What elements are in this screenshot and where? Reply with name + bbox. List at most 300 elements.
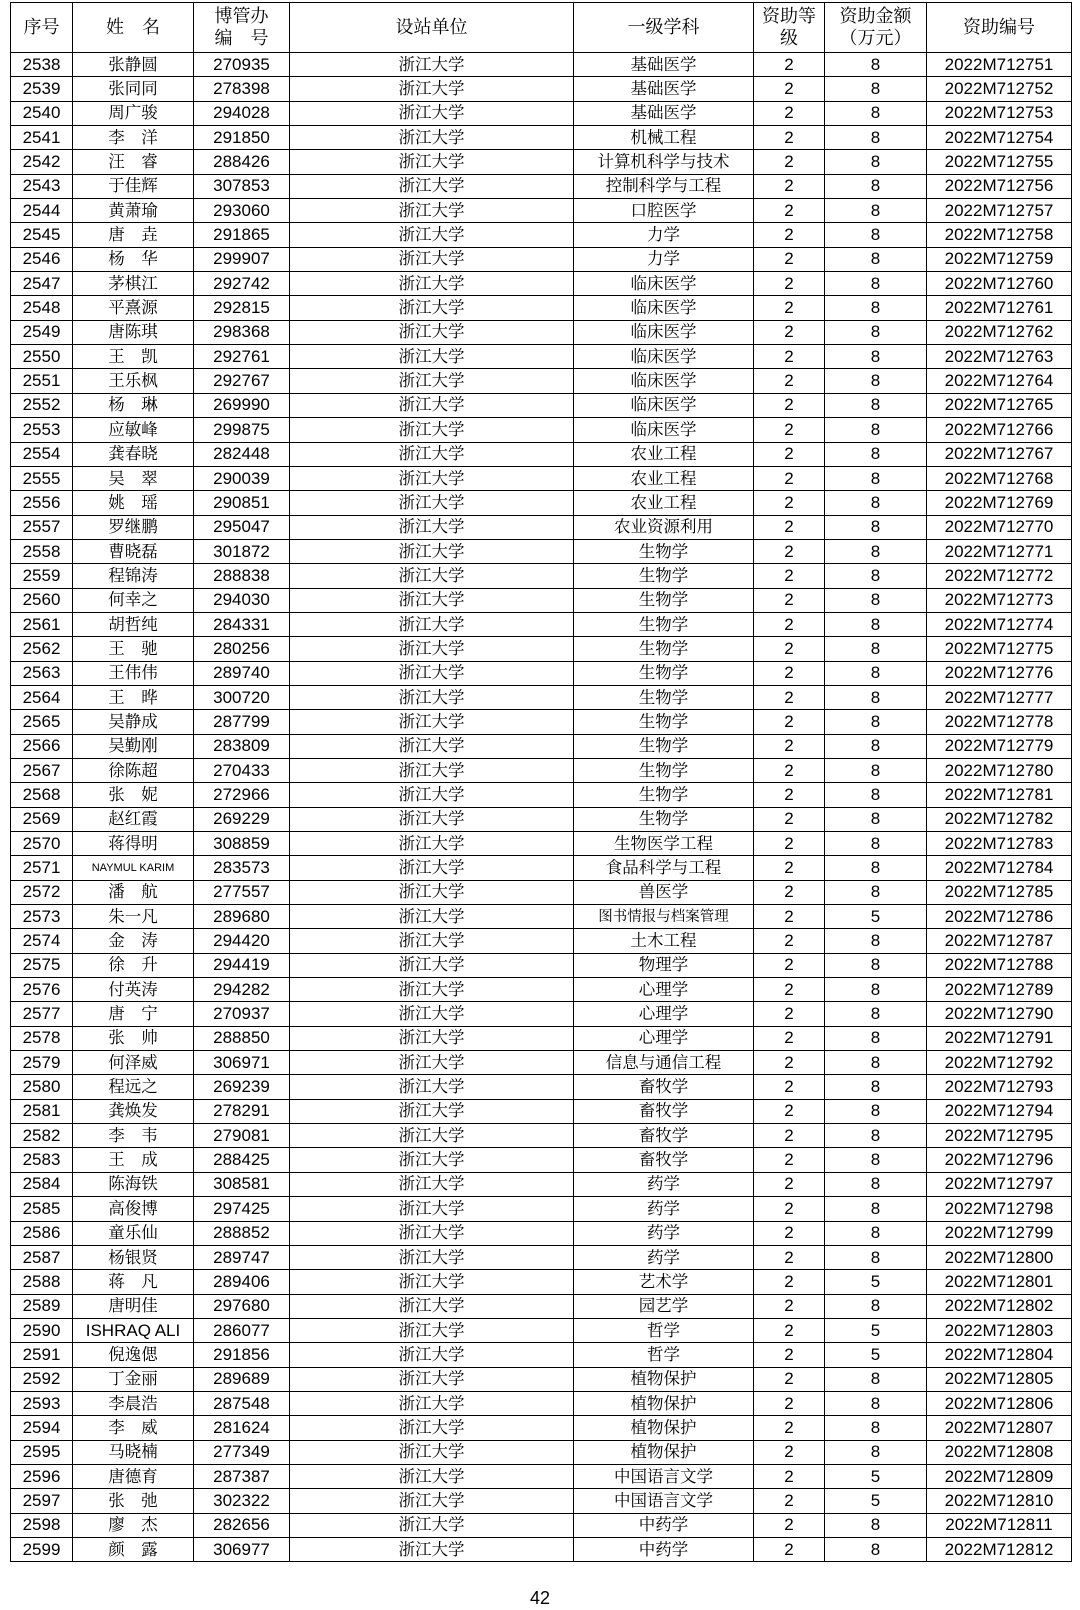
cell-discipline: 生物学	[574, 807, 754, 831]
cell-seq: 2575	[11, 953, 73, 977]
table-row	[11, 369, 1072, 393]
cell-seq: 2556	[11, 491, 73, 515]
cell-code: 2022M712800	[927, 1245, 1072, 1269]
cell-bgb-number: 292742	[194, 272, 290, 296]
cell-unit: 浙江大学	[290, 685, 574, 709]
cell-amount: 8	[825, 515, 927, 539]
cell-bgb-number: 292767	[194, 369, 290, 393]
cell-name: 姚 瑶	[73, 491, 194, 515]
cell-amount: 8	[825, 345, 927, 369]
cell-amount: 8	[825, 1051, 927, 1075]
cell-discipline: 植物保护	[574, 1416, 754, 1440]
cell-code: 2022M712794	[927, 1099, 1072, 1123]
table-row	[11, 272, 1072, 296]
cell-unit: 浙江大学	[290, 491, 574, 515]
table-row	[11, 1099, 1072, 1123]
table-row	[11, 832, 1072, 856]
cell-name: 应敏峰	[73, 418, 194, 442]
cell-amount: 8	[825, 199, 927, 223]
cell-bgb-number: 289747	[194, 1245, 290, 1269]
cell-unit: 浙江大学	[290, 1172, 574, 1196]
cell-unit: 浙江大学	[290, 320, 574, 344]
cell-code: 2022M712807	[927, 1416, 1072, 1440]
cell-name: 吴静成	[73, 710, 194, 734]
cell-unit: 浙江大学	[290, 588, 574, 612]
cell-level: 2	[754, 905, 825, 929]
cell-seq: 2572	[11, 880, 73, 904]
cell-bgb-number: 299875	[194, 418, 290, 442]
cell-unit: 浙江大学	[290, 466, 574, 490]
cell-discipline: 生物学	[574, 758, 754, 782]
header-amount-line1: 资助金额	[839, 5, 912, 27]
cell-discipline: 控制科学与工程	[574, 174, 754, 198]
cell-bgb-number: 287548	[194, 1391, 290, 1415]
header-amount	[825, 3, 927, 53]
table-row	[11, 1148, 1072, 1172]
cell-level: 2	[754, 856, 825, 880]
cell-amount: 8	[825, 442, 927, 466]
cell-unit: 浙江大学	[290, 783, 574, 807]
cell-level: 2	[754, 1513, 825, 1537]
cell-bgb-number: 287799	[194, 710, 290, 734]
cell-bgb-number: 283809	[194, 734, 290, 758]
cell-unit: 浙江大学	[290, 1270, 574, 1294]
cell-level: 2	[754, 491, 825, 515]
cell-level: 2	[754, 1099, 825, 1123]
cell-seq: 2591	[11, 1343, 73, 1367]
table-row	[11, 953, 1072, 977]
cell-level: 2	[754, 1245, 825, 1269]
table-row	[11, 564, 1072, 588]
cell-code: 2022M712760	[927, 272, 1072, 296]
cell-bgb-number: 289406	[194, 1270, 290, 1294]
table-row	[11, 1075, 1072, 1099]
cell-code: 2022M712788	[927, 953, 1072, 977]
table-row	[11, 929, 1072, 953]
cell-unit: 浙江大学	[290, 564, 574, 588]
cell-code: 2022M712775	[927, 637, 1072, 661]
cell-amount: 8	[825, 1513, 927, 1537]
cell-name: 黄萧瑜	[73, 199, 194, 223]
cell-discipline: 基础医学	[574, 101, 754, 125]
cell-name: 潘 航	[73, 880, 194, 904]
cell-level: 2	[754, 1343, 825, 1367]
document-page	[10, 2, 1072, 1562]
cell-amount: 8	[825, 539, 927, 563]
cell-level: 2	[754, 685, 825, 709]
cell-unit: 浙江大学	[290, 1221, 574, 1245]
table-row	[11, 296, 1072, 320]
cell-level: 2	[754, 1002, 825, 1026]
table-row	[11, 1197, 1072, 1221]
cell-amount: 8	[825, 807, 927, 831]
cell-seq: 2592	[11, 1367, 73, 1391]
cell-seq: 2573	[11, 905, 73, 929]
cell-level: 2	[754, 150, 825, 174]
cell-amount: 8	[825, 758, 927, 782]
cell-unit: 浙江大学	[290, 1416, 574, 1440]
table-row	[11, 1051, 1072, 1075]
cell-level: 2	[754, 588, 825, 612]
cell-seq: 2553	[11, 418, 73, 442]
cell-name: 王 成	[73, 1148, 194, 1172]
cell-discipline: 生物学	[574, 734, 754, 758]
cell-name: 王 晔	[73, 685, 194, 709]
cell-discipline: 生物学	[574, 588, 754, 612]
cell-level: 2	[754, 247, 825, 271]
cell-name: 唐德育	[73, 1464, 194, 1488]
cell-unit: 浙江大学	[290, 1343, 574, 1367]
cell-seq: 2564	[11, 685, 73, 709]
cell-seq: 2586	[11, 1221, 73, 1245]
cell-name: 李 韦	[73, 1124, 194, 1148]
cell-amount: 5	[825, 1464, 927, 1488]
cell-code: 2022M712803	[927, 1318, 1072, 1342]
table-row	[11, 1391, 1072, 1415]
table-row	[11, 637, 1072, 661]
cell-level: 2	[754, 1197, 825, 1221]
cell-discipline: 农业资源利用	[574, 515, 754, 539]
cell-unit: 浙江大学	[290, 539, 574, 563]
cell-amount: 8	[825, 247, 927, 271]
cell-name: 赵红霞	[73, 807, 194, 831]
cell-bgb-number: 291850	[194, 126, 290, 150]
cell-code: 2022M712754	[927, 126, 1072, 150]
cell-code: 2022M712793	[927, 1075, 1072, 1099]
cell-discipline: 中药学	[574, 1513, 754, 1537]
cell-amount: 8	[825, 856, 927, 880]
cell-level: 2	[754, 1537, 825, 1561]
cell-discipline: 生物学	[574, 685, 754, 709]
cell-amount: 8	[825, 1002, 927, 1026]
cell-amount: 8	[825, 174, 927, 198]
cell-discipline: 植物保护	[574, 1391, 754, 1415]
cell-unit: 浙江大学	[290, 442, 574, 466]
table-row	[11, 1002, 1072, 1026]
table-row	[11, 1245, 1072, 1269]
cell-bgb-number: 282656	[194, 1513, 290, 1537]
cell-bgb-number: 300720	[194, 685, 290, 709]
cell-unit: 浙江大学	[290, 77, 574, 101]
cell-amount: 8	[825, 53, 927, 77]
cell-seq: 2546	[11, 247, 73, 271]
cell-amount: 8	[825, 637, 927, 661]
cell-code: 2022M712766	[927, 418, 1072, 442]
cell-discipline: 生物学	[574, 661, 754, 685]
cell-unit: 浙江大学	[290, 807, 574, 831]
cell-name: 吴 翠	[73, 466, 194, 490]
cell-seq: 2559	[11, 564, 73, 588]
cell-unit: 浙江大学	[290, 929, 574, 953]
cell-seq: 2548	[11, 296, 73, 320]
cell-code: 2022M712790	[927, 1002, 1072, 1026]
cell-discipline: 临床医学	[574, 296, 754, 320]
cell-unit: 浙江大学	[290, 978, 574, 1002]
page-number: 42	[529, 1588, 551, 1608]
cell-amount: 8	[825, 296, 927, 320]
cell-seq: 2569	[11, 807, 73, 831]
cell-code: 2022M712758	[927, 223, 1072, 247]
cell-amount: 8	[825, 1391, 927, 1415]
cell-unit: 浙江大学	[290, 1537, 574, 1561]
table-row	[11, 710, 1072, 734]
cell-unit: 浙江大学	[290, 1489, 574, 1513]
cell-bgb-number: 289689	[194, 1367, 290, 1391]
cell-amount: 8	[825, 1440, 927, 1464]
cell-amount: 8	[825, 491, 927, 515]
cell-name: 张静圆	[73, 53, 194, 77]
cell-name: 汪 睿	[73, 150, 194, 174]
table-row	[11, 685, 1072, 709]
cell-level: 2	[754, 953, 825, 977]
cell-seq: 2567	[11, 758, 73, 782]
cell-seq: 2552	[11, 393, 73, 417]
cell-unit: 浙江大学	[290, 1513, 574, 1537]
cell-discipline: 哲学	[574, 1343, 754, 1367]
cell-discipline: 信息与通信工程	[574, 1051, 754, 1075]
cell-seq: 2574	[11, 929, 73, 953]
cell-bgb-number: 270937	[194, 1002, 290, 1026]
cell-bgb-number: 291856	[194, 1343, 290, 1367]
cell-bgb-number: 280256	[194, 637, 290, 661]
cell-discipline: 药学	[574, 1245, 754, 1269]
cell-name: 李 威	[73, 1416, 194, 1440]
cell-unit: 浙江大学	[290, 1294, 574, 1318]
cell-amount: 8	[825, 150, 927, 174]
cell-discipline: 生物学	[574, 710, 754, 734]
cell-seq: 2589	[11, 1294, 73, 1318]
cell-bgb-number: 293060	[194, 199, 290, 223]
cell-bgb-number: 294030	[194, 588, 290, 612]
cell-bgb-number: 284331	[194, 612, 290, 636]
cell-amount: 8	[825, 1075, 927, 1099]
cell-level: 2	[754, 1148, 825, 1172]
cell-amount: 8	[825, 1221, 927, 1245]
cell-amount: 5	[825, 905, 927, 929]
cell-code: 2022M712774	[927, 612, 1072, 636]
table-row	[11, 223, 1072, 247]
cell-name: 罗继鹏	[73, 515, 194, 539]
cell-discipline: 生物学	[574, 637, 754, 661]
cell-seq: 2545	[11, 223, 73, 247]
cell-unit: 浙江大学	[290, 1318, 574, 1342]
cell-discipline: 机械工程	[574, 126, 754, 150]
cell-seq: 2561	[11, 612, 73, 636]
cell-amount: 8	[825, 588, 927, 612]
cell-discipline: 临床医学	[574, 345, 754, 369]
cell-seq: 2581	[11, 1099, 73, 1123]
cell-amount: 5	[825, 1343, 927, 1367]
cell-code: 2022M712762	[927, 320, 1072, 344]
cell-discipline: 药学	[574, 1172, 754, 1196]
cell-seq: 2540	[11, 101, 73, 125]
cell-code: 2022M712764	[927, 369, 1072, 393]
cell-unit: 浙江大学	[290, 1002, 574, 1026]
cell-unit: 浙江大学	[290, 150, 574, 174]
table-row	[11, 150, 1072, 174]
cell-bgb-number: 278398	[194, 77, 290, 101]
cell-seq: 2579	[11, 1051, 73, 1075]
cell-discipline: 图书情报与档案管理	[574, 905, 754, 929]
cell-code: 2022M712780	[927, 758, 1072, 782]
table-row	[11, 1221, 1072, 1245]
cell-amount: 8	[825, 783, 927, 807]
table-row	[11, 466, 1072, 490]
cell-unit: 浙江大学	[290, 637, 574, 661]
cell-level: 2	[754, 1489, 825, 1513]
cell-name: 杨银贤	[73, 1245, 194, 1269]
cell-bgb-number: 281624	[194, 1416, 290, 1440]
cell-unit: 浙江大学	[290, 272, 574, 296]
cell-amount: 5	[825, 1489, 927, 1513]
cell-amount: 8	[825, 564, 927, 588]
cell-amount: 8	[825, 1245, 927, 1269]
cell-amount: 8	[825, 929, 927, 953]
cell-amount: 8	[825, 685, 927, 709]
header-bgb-line1: 博管办	[214, 5, 269, 27]
cell-bgb-number: 292761	[194, 345, 290, 369]
cell-bgb-number: 277557	[194, 880, 290, 904]
cell-unit: 浙江大学	[290, 953, 574, 977]
cell-bgb-number: 288426	[194, 150, 290, 174]
header-code: 资助编号	[927, 3, 1072, 53]
cell-name: 曹晓磊	[73, 539, 194, 563]
cell-name: 张 妮	[73, 783, 194, 807]
cell-code: 2022M712797	[927, 1172, 1072, 1196]
table-row	[11, 174, 1072, 198]
cell-seq: 2582	[11, 1124, 73, 1148]
table-row	[11, 393, 1072, 417]
cell-code: 2022M712759	[927, 247, 1072, 271]
cell-unit: 浙江大学	[290, 515, 574, 539]
cell-bgb-number: 288852	[194, 1221, 290, 1245]
table-row	[11, 247, 1072, 271]
cell-bgb-number: 298368	[194, 320, 290, 344]
cell-code: 2022M712753	[927, 101, 1072, 125]
cell-amount: 5	[825, 1270, 927, 1294]
cell-level: 2	[754, 77, 825, 101]
cell-unit: 浙江大学	[290, 1367, 574, 1391]
cell-amount: 8	[825, 612, 927, 636]
cell-amount: 8	[825, 418, 927, 442]
header-seq: 序号	[11, 3, 73, 53]
cell-name: 颜 露	[73, 1537, 194, 1561]
cell-seq: 2563	[11, 661, 73, 685]
cell-unit: 浙江大学	[290, 1051, 574, 1075]
header-discipline: 一级学科	[574, 3, 754, 53]
cell-name: 周广骏	[73, 101, 194, 125]
cell-discipline: 临床医学	[574, 272, 754, 296]
cell-bgb-number: 269990	[194, 393, 290, 417]
cell-name: 唐 宁	[73, 1002, 194, 1026]
table-row	[11, 978, 1072, 1002]
cell-level: 2	[754, 1075, 825, 1099]
cell-bgb-number: 297680	[194, 1294, 290, 1318]
cell-unit: 浙江大学	[290, 1124, 574, 1148]
table-row	[11, 880, 1072, 904]
cell-level: 2	[754, 1172, 825, 1196]
cell-unit: 浙江大学	[290, 856, 574, 880]
cell-level: 2	[754, 832, 825, 856]
cell-code: 2022M712784	[927, 856, 1072, 880]
cell-discipline: 农业工程	[574, 466, 754, 490]
cell-discipline: 兽医学	[574, 880, 754, 904]
cell-name: 龚春晓	[73, 442, 194, 466]
cell-name: NAYMUL KARIM	[73, 856, 194, 880]
cell-amount: 8	[825, 1026, 927, 1050]
cell-discipline: 药学	[574, 1221, 754, 1245]
cell-discipline: 畜牧学	[574, 1124, 754, 1148]
funding-table	[10, 2, 1072, 1562]
cell-bgb-number: 277349	[194, 1440, 290, 1464]
cell-bgb-number: 290851	[194, 491, 290, 515]
table-row	[11, 1172, 1072, 1196]
cell-level: 2	[754, 783, 825, 807]
cell-level: 2	[754, 734, 825, 758]
cell-code: 2022M712802	[927, 1294, 1072, 1318]
cell-name: 马晓楠	[73, 1440, 194, 1464]
cell-unit: 浙江大学	[290, 1075, 574, 1099]
table-header-row	[11, 3, 1072, 53]
cell-bgb-number: 278291	[194, 1099, 290, 1123]
cell-code: 2022M712810	[927, 1489, 1072, 1513]
cell-name: ISHRAQ ALI	[73, 1318, 194, 1342]
cell-level: 2	[754, 1026, 825, 1050]
cell-amount: 8	[825, 1537, 927, 1561]
cell-seq: 2558	[11, 539, 73, 563]
cell-amount: 8	[825, 710, 927, 734]
cell-bgb-number: 283573	[194, 856, 290, 880]
table-body	[11, 53, 1072, 1562]
cell-bgb-number: 294028	[194, 101, 290, 125]
cell-level: 2	[754, 880, 825, 904]
cell-discipline: 临床医学	[574, 320, 754, 344]
cell-level: 2	[754, 564, 825, 588]
cell-code: 2022M712791	[927, 1026, 1072, 1050]
cell-name: 王 凯	[73, 345, 194, 369]
table-row	[11, 442, 1072, 466]
cell-discipline: 哲学	[574, 1318, 754, 1342]
cell-name: 程远之	[73, 1075, 194, 1099]
cell-amount: 8	[825, 661, 927, 685]
cell-unit: 浙江大学	[290, 832, 574, 856]
cell-bgb-number: 291865	[194, 223, 290, 247]
cell-unit: 浙江大学	[290, 734, 574, 758]
cell-code: 2022M712777	[927, 685, 1072, 709]
cell-amount: 8	[825, 978, 927, 1002]
cell-discipline: 力学	[574, 223, 754, 247]
cell-unit: 浙江大学	[290, 612, 574, 636]
table-row	[11, 1343, 1072, 1367]
cell-code: 2022M712805	[927, 1367, 1072, 1391]
cell-level: 2	[754, 272, 825, 296]
table-row	[11, 856, 1072, 880]
cell-code: 2022M712763	[927, 345, 1072, 369]
cell-name: 杨 华	[73, 247, 194, 271]
header-bgb-line2: 编 号	[214, 27, 269, 49]
cell-discipline: 生物学	[574, 612, 754, 636]
cell-amount: 8	[825, 369, 927, 393]
cell-discipline: 畜牧学	[574, 1148, 754, 1172]
cell-level: 2	[754, 710, 825, 734]
cell-seq: 2544	[11, 199, 73, 223]
cell-bgb-number: 272966	[194, 783, 290, 807]
table-row	[11, 53, 1072, 77]
cell-bgb-number: 294282	[194, 978, 290, 1002]
cell-discipline: 生物学	[574, 783, 754, 807]
cell-seq: 2551	[11, 369, 73, 393]
cell-amount: 8	[825, 101, 927, 125]
